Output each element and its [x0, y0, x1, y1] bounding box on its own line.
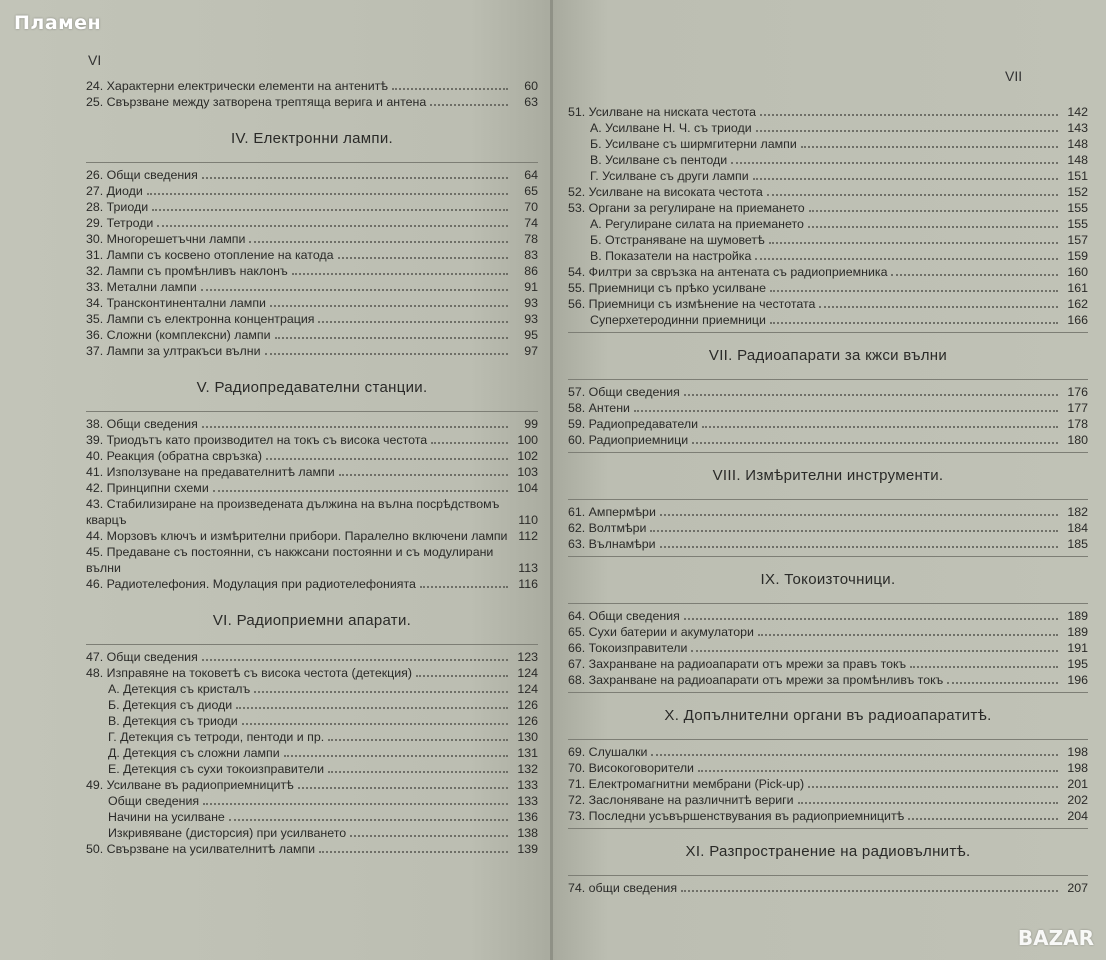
- toc-entry: [568, 656, 1088, 672]
- section-heading: X. Допълнителни органи въ радиоапаратитѣ.: [664, 707, 992, 724]
- page-number-right: VII: [1005, 68, 1023, 84]
- dot-leader: [660, 545, 1058, 548]
- toc-entry-label: 55. Приемници съ прѣко усилване: [568, 281, 766, 295]
- toc-entry-page: 148: [1067, 137, 1088, 151]
- toc-entry: [86, 295, 538, 311]
- toc-entry: [86, 528, 538, 544]
- section-rule: [568, 499, 1088, 500]
- toc-entry-page: 182: [1067, 505, 1088, 519]
- toc-entry-page: 176: [1067, 385, 1088, 399]
- toc-entry-page: 155: [1067, 217, 1088, 231]
- section-rule: [86, 644, 538, 645]
- toc-entry-label: Б. Усилване съ ширмгитерни лампи: [590, 137, 797, 151]
- toc-entry-page: 178: [1067, 417, 1088, 431]
- toc-entry-page: 207: [1067, 881, 1088, 895]
- dot-leader: [755, 257, 1058, 260]
- toc-entry-page: 180: [1067, 433, 1088, 447]
- toc-entry-page: 133: [517, 794, 538, 808]
- toc-entry-label: 45. Предаване съ постоянни, съ накжсани постоянни и съ модулирани вълни: [86, 545, 494, 575]
- toc-entry-page: 131: [517, 746, 538, 760]
- dot-leader: [809, 209, 1058, 212]
- dot-leader: [152, 208, 508, 211]
- toc-entry: [86, 448, 538, 464]
- toc-entry: [568, 432, 1088, 448]
- section-heading: IX. Токоизточници.: [760, 571, 896, 588]
- toc-entry: [568, 400, 1088, 416]
- toc-entry-page: 78: [524, 232, 538, 246]
- dot-leader: [660, 513, 1058, 516]
- toc-entry: [86, 416, 538, 432]
- toc-entry-label: Начини на усилване: [108, 810, 225, 824]
- toc-entry-page: 161: [1067, 281, 1088, 295]
- toc-entry-label: 52. Усилване на високата честота: [568, 185, 763, 199]
- toc-entry: [568, 232, 1088, 248]
- toc-entry: [86, 94, 538, 110]
- toc-entry-page: 112: [518, 529, 538, 543]
- dot-leader: [698, 769, 1058, 772]
- toc-entry-page: 139: [517, 842, 538, 856]
- section-heading: XI. Разпространение на радиовълнитѣ.: [685, 843, 971, 860]
- dot-leader: [651, 753, 1058, 756]
- toc-entry: [86, 729, 538, 745]
- toc-entry-page: 160: [1067, 265, 1088, 279]
- toc-entry-label: Суперхетеродинни приемници: [590, 313, 766, 327]
- toc-entry-page: 130: [517, 730, 538, 744]
- toc-entry-label: 67. Захранване на радиоапарати отъ мрежи за правъ токъ: [568, 657, 907, 671]
- dot-leader: [328, 770, 508, 773]
- toc-entry-page: 191: [1067, 641, 1088, 655]
- toc-entry: [568, 608, 1088, 624]
- table-of-contents-right: [568, 104, 1088, 896]
- toc-entry: [86, 279, 538, 295]
- toc-entry-label: Е. Детекция съ сухи токоизправители: [108, 762, 325, 776]
- toc-entry-page: 93: [524, 312, 538, 326]
- dot-leader: [275, 336, 508, 339]
- toc-entry: [568, 624, 1088, 640]
- toc-entry-label: 64. Общи сведения: [568, 609, 680, 623]
- dot-leader: [254, 690, 508, 693]
- toc-entry: [568, 216, 1088, 232]
- toc-entry: [86, 311, 538, 327]
- toc-entry-label: 25. Свързване между затворена трептяща верига и антена: [86, 95, 427, 109]
- toc-entry-page: 103: [517, 465, 538, 479]
- toc-entry-page: 185: [1067, 537, 1088, 551]
- dot-leader: [801, 145, 1058, 148]
- dot-leader: [634, 409, 1058, 412]
- table-of-contents-left: [86, 78, 538, 857]
- toc-entry: [568, 200, 1088, 216]
- dot-leader: [266, 457, 508, 460]
- toc-entry: [568, 312, 1088, 328]
- dot-leader: [947, 681, 1058, 684]
- toc-entry-page: 155: [1067, 201, 1088, 215]
- dot-leader: [808, 225, 1058, 228]
- bazar-logo: BAZAR: [1017, 926, 1094, 950]
- toc-entry-label: 66. Токоизправители: [568, 641, 688, 655]
- toc-entry-label: А. Регулиране силата на приемането: [590, 217, 804, 231]
- dot-leader: [650, 529, 1058, 532]
- dot-leader: [229, 818, 508, 821]
- dot-leader: [756, 129, 1058, 132]
- toc-entry: [568, 248, 1088, 264]
- toc-entry: [86, 199, 538, 215]
- toc-entry: [86, 183, 538, 199]
- dot-leader: [284, 754, 508, 757]
- dot-leader: [298, 786, 508, 789]
- toc-entry-label: 53. Органи за регулиране на приемането: [568, 201, 805, 215]
- toc-entry-label: 33. Метални лампи: [86, 280, 197, 294]
- toc-entry-page: 142: [1067, 105, 1088, 119]
- toc-entry-label: Д. Детекция съ сложни лампи: [108, 746, 280, 760]
- toc-entry-page: 97: [524, 344, 538, 358]
- toc-entry-label: В. Показатели на настройка: [590, 249, 752, 263]
- toc-entry-page: 189: [1067, 609, 1088, 623]
- dot-leader: [318, 320, 508, 323]
- toc-entry-label: 65. Сухи батерии и акумулатори: [568, 625, 754, 639]
- section-heading: VIII. Измѣрителни инструменти.: [712, 467, 944, 484]
- toc-entry-page: 100: [517, 433, 538, 447]
- toc-entry: [86, 841, 538, 857]
- toc-entry-label: 63. Вълнамѣри: [568, 537, 656, 551]
- toc-entry-page: 138: [517, 826, 538, 840]
- toc-entry-label: Г. Усилване съ други лампи: [590, 169, 749, 183]
- dot-leader: [201, 288, 508, 291]
- toc-entry: [86, 697, 538, 713]
- toc-entry-label: 24. Характерни електрически елементи на антенитѣ: [86, 79, 388, 93]
- toc-entry-label: Б. Отстраняване на шумоветѣ: [590, 233, 765, 247]
- toc-entry: [568, 136, 1088, 152]
- section-rule: [568, 332, 1088, 333]
- dot-leader: [702, 425, 1058, 428]
- dot-leader: [798, 801, 1058, 804]
- toc-entry-page: 126: [517, 714, 538, 728]
- toc-entry-label: 69. Слушалки: [568, 745, 648, 759]
- toc-entry-label: 50. Свързване на усилвателнитѣ лампи: [86, 842, 316, 856]
- toc-entry: [86, 167, 538, 183]
- dot-leader: [350, 834, 508, 837]
- toc-entry-label: А. Детекция съ кристалъ: [108, 682, 251, 696]
- toc-entry: [568, 776, 1088, 792]
- section-rule: [568, 739, 1088, 740]
- toc-entry-page: 152: [1067, 185, 1088, 199]
- dot-leader: [731, 161, 1058, 164]
- toc-entry-page: 95: [524, 328, 538, 342]
- toc-entry: [86, 809, 538, 825]
- section-rule: [568, 452, 1088, 453]
- toc-entry: [568, 264, 1088, 280]
- toc-entry-page: 126: [517, 698, 538, 712]
- toc-entry-page: 177: [1067, 401, 1088, 415]
- dot-leader: [416, 674, 508, 677]
- toc-entry: [86, 825, 538, 841]
- toc-entry-page: 64: [524, 168, 538, 182]
- dot-leader: [203, 802, 508, 805]
- toc-entry-label: 71. Електромагнитни мембрани (Pick-up): [568, 777, 805, 791]
- toc-entry-label: 40. Реакция (обратна свръзка): [86, 449, 263, 463]
- toc-entry-page: 116: [518, 577, 538, 591]
- toc-entry-page: 133: [517, 778, 538, 792]
- dot-leader: [319, 850, 508, 853]
- section-rule: [86, 411, 538, 412]
- toc-entry-label: Общи сведения: [108, 794, 200, 808]
- toc-entry: [568, 880, 1088, 896]
- toc-entry: [568, 520, 1088, 536]
- dot-leader: [328, 738, 508, 741]
- toc-entry-page: 136: [517, 810, 538, 824]
- dot-leader: [202, 658, 508, 661]
- toc-entry-page: 93: [524, 296, 538, 310]
- toc-entry-label: Б. Детекция съ диоди: [108, 698, 233, 712]
- watermark: Пламен: [14, 12, 102, 34]
- toc-entry: [86, 263, 538, 279]
- dot-leader: [420, 585, 508, 588]
- dot-leader: [684, 617, 1058, 620]
- dot-leader: [392, 87, 508, 90]
- dot-leader: [692, 441, 1058, 444]
- dot-leader: [908, 817, 1058, 820]
- toc-entry-label: 36. Сложни (комплексни) лампи: [86, 328, 271, 342]
- dot-leader: [213, 489, 508, 492]
- toc-entry: [86, 681, 538, 697]
- dot-leader: [691, 649, 1058, 652]
- page-number-left: VI: [88, 52, 102, 68]
- toc-entry-label: Г. Детекция съ тетроди, пентоди и пр.: [108, 730, 325, 744]
- toc-entry: [86, 777, 538, 793]
- toc-entry-label: 47. Общи сведения: [86, 650, 198, 664]
- toc-entry-page: 113: [518, 561, 538, 575]
- toc-entry-page: 204: [1067, 809, 1088, 823]
- dot-leader: [338, 256, 508, 259]
- toc-entry: [568, 536, 1088, 552]
- toc-entry-label: 62. Волтмѣри: [568, 521, 647, 535]
- toc-entry: [568, 280, 1088, 296]
- toc-entry: [86, 761, 538, 777]
- dot-leader: [339, 473, 508, 476]
- toc-entry-page: 86: [524, 264, 538, 278]
- dot-leader: [242, 722, 508, 725]
- toc-entry-page: 198: [1067, 761, 1088, 775]
- dot-leader: [147, 192, 508, 195]
- toc-entry-label: В. Усилване съ пентоди: [590, 153, 728, 167]
- dot-leader: [157, 224, 508, 227]
- toc-entry-page: 148: [1067, 153, 1088, 167]
- dot-leader: [760, 113, 1058, 116]
- section-rule: [568, 556, 1088, 557]
- toc-entry-label: 41. Използуване на предавателнитѣ лампи: [86, 465, 335, 479]
- toc-entry: [568, 672, 1088, 688]
- toc-entry: [568, 120, 1088, 136]
- dot-leader: [770, 289, 1058, 292]
- toc-entry-label: 68. Захранване на радиоапарати отъ мрежи за промѣнливъ токъ: [568, 673, 944, 687]
- toc-entry-label: 30. Многорешетъчни лампи: [86, 232, 246, 246]
- toc-entry: [568, 184, 1088, 200]
- section-rule: [568, 379, 1088, 380]
- toc-entry-label: 60. Радиоприемници: [568, 433, 689, 447]
- toc-entry: [86, 327, 538, 343]
- toc-entry-label: 70. Високоговорители: [568, 761, 694, 775]
- right-page: [553, 0, 1106, 960]
- toc-entry: [568, 792, 1088, 808]
- toc-entry-label: 56. Приемници съ измѣнение на честотата: [568, 297, 816, 311]
- toc-entry-label: 72. Заслоняване на различнитѣ вериги: [568, 793, 794, 807]
- toc-entry-page: 102: [517, 449, 538, 463]
- toc-entry-label: 32. Лампи съ промѣнливъ наклонъ: [86, 264, 288, 278]
- toc-entry-label: 34. Трансконтинентални лампи: [86, 296, 266, 310]
- section-heading: VII. Радиоапарати за кжси вълни: [708, 347, 948, 364]
- section-rule: [568, 603, 1088, 604]
- toc-entry-page: 189: [1067, 625, 1088, 639]
- toc-entry-page: 91: [524, 280, 538, 294]
- dot-leader: [769, 241, 1058, 244]
- toc-entry-label: 29. Тетроди: [86, 216, 154, 230]
- toc-entry: [568, 808, 1088, 824]
- toc-entry-page: 157: [1067, 233, 1088, 247]
- toc-entry: [86, 464, 538, 480]
- toc-entry-label: 27. Диоди: [86, 184, 143, 198]
- toc-entry-page: 196: [1067, 673, 1088, 687]
- toc-entry-page: 63: [524, 95, 538, 109]
- dot-leader: [681, 889, 1058, 892]
- toc-entry: [86, 78, 538, 94]
- toc-entry-page: 159: [1067, 249, 1088, 263]
- toc-entry-page: 198: [1067, 745, 1088, 759]
- dot-leader: [808, 785, 1058, 788]
- toc-entry: [86, 343, 538, 359]
- dot-leader: [249, 240, 508, 243]
- dot-leader: [236, 706, 508, 709]
- dot-leader: [270, 304, 508, 307]
- toc-entry-page: 70: [524, 200, 538, 214]
- toc-entry-label: 37. Лампи за ултракъси вълни: [86, 344, 261, 358]
- toc-entry: [568, 104, 1088, 120]
- dot-leader: [202, 425, 508, 428]
- toc-entry-label: Изкривяване (дисторсия) при усилването: [108, 826, 347, 840]
- toc-entry: [86, 215, 538, 231]
- left-page: [0, 0, 552, 960]
- toc-entry-label: 44. Морзовъ ключъ и измѣрителни прибори. Паралелно включени лампи: [86, 529, 508, 543]
- toc-entry: [568, 760, 1088, 776]
- dot-leader: [265, 352, 508, 355]
- toc-entry: [86, 480, 538, 496]
- toc-entry: [568, 152, 1088, 168]
- toc-entry-label: 31. Лампи съ косвено отопление на катода: [86, 248, 334, 262]
- toc-entry: [568, 744, 1088, 760]
- section-heading: V. Радиопредавателни станции.: [196, 379, 428, 396]
- dot-leader: [753, 177, 1058, 180]
- dot-leader: [292, 272, 508, 275]
- toc-entry-page: 162: [1067, 297, 1088, 311]
- toc-entry: [86, 649, 538, 665]
- toc-entry-page: 184: [1067, 521, 1088, 535]
- toc-entry-label: 38. Общи сведения: [86, 417, 198, 431]
- toc-entry-page: 110: [518, 513, 538, 527]
- toc-entry-page: 60: [524, 79, 538, 93]
- toc-entry-label: 35. Лампи съ електронна концентрация: [86, 312, 315, 326]
- dot-leader: [758, 633, 1058, 636]
- toc-entry-label: 74. общи сведения: [568, 881, 678, 895]
- toc-entry: [86, 576, 538, 592]
- toc-entry-label: 28. Триоди: [86, 200, 149, 214]
- toc-entry-label: 26. Общи сведения: [86, 168, 198, 182]
- dot-leader: [910, 665, 1058, 668]
- toc-entry: [568, 384, 1088, 400]
- toc-entry-label: 42. Принципни схеми: [86, 481, 209, 495]
- toc-entry-label: 61. Ампермѣри: [568, 505, 656, 519]
- dot-leader: [430, 103, 508, 106]
- section-rule: [568, 875, 1088, 876]
- toc-entry-page: 99: [524, 417, 538, 431]
- toc-entry-label: 43. Стабилизиране на произведената дължина на вълна посрѣдствомъ кварцъ: [86, 497, 500, 527]
- toc-entry: [86, 745, 538, 761]
- toc-entry-label: 39. Триодътъ като производител на токъ съ висока честота: [86, 433, 428, 447]
- toc-entry: [86, 544, 538, 576]
- toc-entry: [568, 640, 1088, 656]
- toc-entry-page: 83: [524, 248, 538, 262]
- toc-entry-label: 51. Усилване на ниската честота: [568, 105, 757, 119]
- toc-entry-page: 74: [524, 216, 538, 230]
- section-rule: [568, 828, 1088, 829]
- toc-entry-label: 46. Радиотелефония. Модулация при радиотелефонията: [86, 577, 416, 591]
- dot-leader: [770, 321, 1058, 324]
- toc-entry-label: 73. Последни усъвършенствувания въ радиоприемницитѣ: [568, 809, 905, 823]
- toc-entry: [568, 504, 1088, 520]
- toc-entry-page: 143: [1067, 121, 1088, 135]
- toc-entry-page: 151: [1067, 169, 1088, 183]
- toc-entry-page: 65: [524, 184, 538, 198]
- dot-leader: [202, 176, 508, 179]
- toc-entry: [86, 247, 538, 263]
- toc-entry-label: А. Усилване Н. Ч. съ триоди: [590, 121, 752, 135]
- toc-entry: [568, 416, 1088, 432]
- section-heading: IV. Електронни лампи.: [230, 130, 393, 147]
- toc-entry-page: 201: [1067, 777, 1088, 791]
- section-heading: VI. Радиоприемни апарати.: [212, 612, 412, 629]
- toc-entry: [86, 793, 538, 809]
- toc-entry-label: 58. Антени: [568, 401, 630, 415]
- toc-entry-page: 166: [1067, 313, 1088, 327]
- toc-entry: [86, 496, 538, 528]
- toc-entry-page: 123: [517, 650, 538, 664]
- toc-entry-page: 132: [517, 762, 538, 776]
- toc-entry-page: 104: [517, 481, 538, 495]
- dot-leader: [684, 393, 1058, 396]
- section-rule: [568, 692, 1088, 693]
- toc-entry: [568, 296, 1088, 312]
- toc-entry: [86, 665, 538, 681]
- toc-entry: [568, 168, 1088, 184]
- toc-entry: [86, 432, 538, 448]
- toc-entry: [86, 713, 538, 729]
- toc-entry-label: В. Детекция съ триоди: [108, 714, 238, 728]
- toc-entry-page: 202: [1067, 793, 1088, 807]
- toc-entry-label: 59. Радиопредаватели: [568, 417, 699, 431]
- dot-leader: [431, 441, 508, 444]
- dot-leader: [819, 305, 1058, 308]
- toc-entry: [86, 231, 538, 247]
- dot-leader: [891, 273, 1058, 276]
- toc-entry-label: 57. Общи сведения: [568, 385, 680, 399]
- section-rule: [86, 162, 538, 163]
- toc-entry-label: 49. Усилване въ радиоприемницитѣ: [86, 778, 294, 792]
- toc-entry-label: 48. Изправяне на токоветѣ съ висока честота (детекция): [86, 666, 413, 680]
- toc-entry-page: 124: [517, 666, 538, 680]
- toc-entry-page: 195: [1067, 657, 1088, 671]
- dot-leader: [767, 193, 1058, 196]
- toc-entry-page: 124: [517, 682, 538, 696]
- toc-entry-label: 54. Филтри за свръзка на антената съ радиоприемника: [568, 265, 888, 279]
